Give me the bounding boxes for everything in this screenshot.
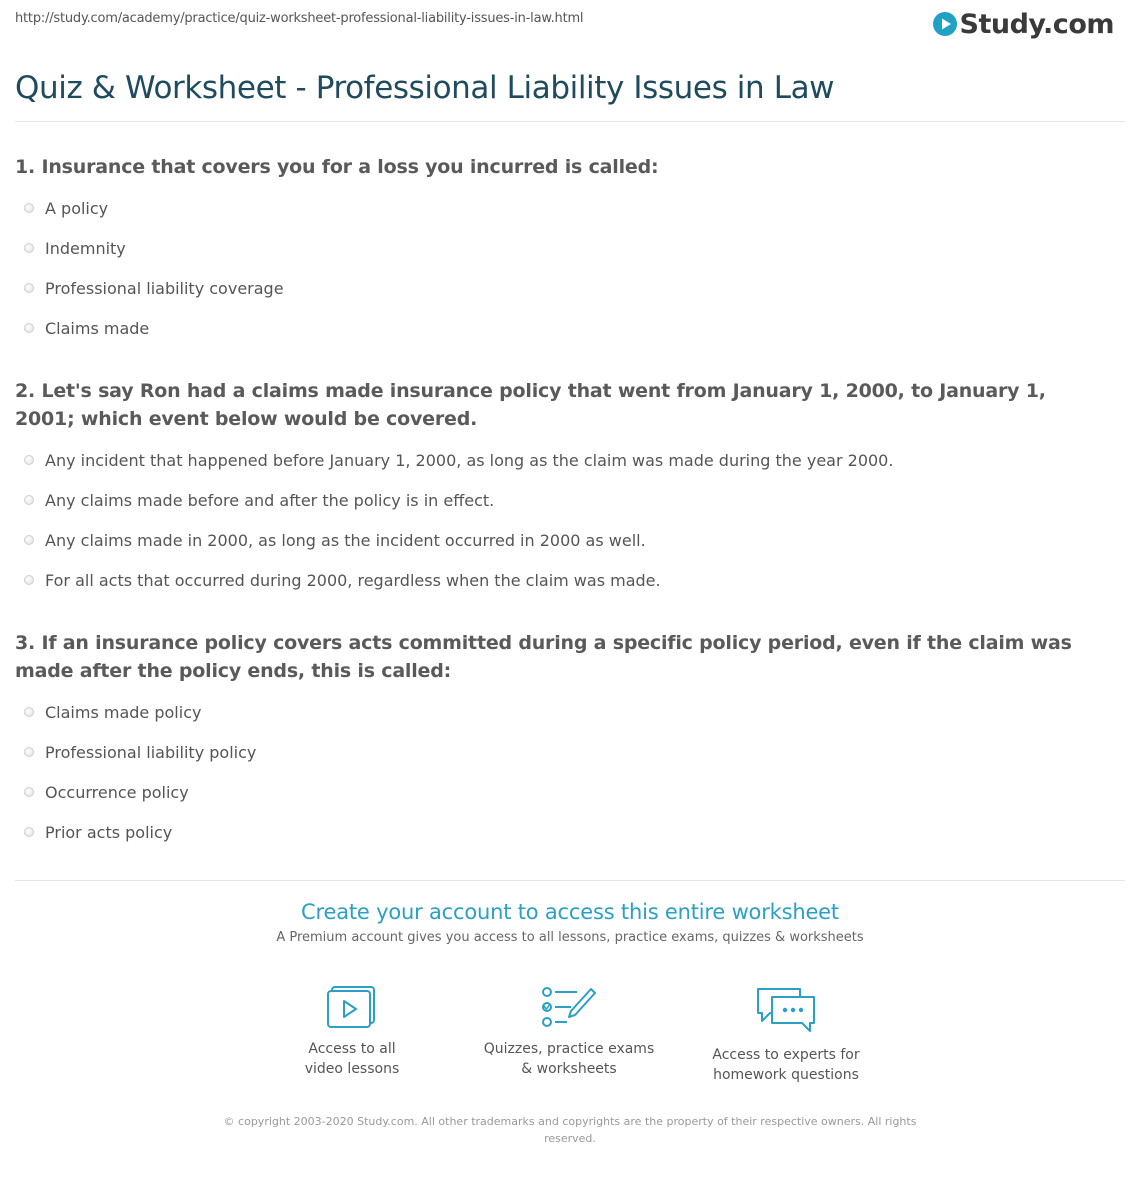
copyright-footer: © copyright 2003-2020 Study.com. All other trademarks and copyrights are the property of their respective owners. All rights reserved. <box>223 1115 917 1145</box>
play-logo-icon <box>933 12 957 36</box>
divider <box>15 880 1125 881</box>
answer-label: Occurrence policy <box>45 782 189 802</box>
radio-icon[interactable] <box>24 575 34 585</box>
answer-option[interactable] <box>15 520 1110 560</box>
answer-label: Prior acts policy <box>45 822 173 842</box>
promo-subtitle: A Premium account gives you access to all lessons, practice exams, quizzes & worksheets <box>276 930 864 945</box>
page-url: http://study.com/academy/practice/quiz-worksheet-professional-liability-issues-in-law.html <box>15 11 584 26</box>
answer-option[interactable] <box>15 480 1110 520</box>
answer-option[interactable] <box>15 188 1110 228</box>
create-account-link[interactable]: Create your account to access this entire worksheet <box>301 900 839 924</box>
video-lesson-icon <box>326 985 378 1029</box>
answer-option[interactable] <box>15 772 1110 812</box>
feature-label: Access to experts for homework questions <box>712 1047 860 1083</box>
radio-icon[interactable] <box>24 747 34 757</box>
quiz-checklist-icon <box>541 985 597 1029</box>
answer-label: Any claims made before and after the policy is in effect. <box>45 490 495 510</box>
question-text: 3. If an insurance policy covers acts committed during a specific policy period, even if the claim was made after the policy ends, this is called: <box>15 632 1072 682</box>
answer-label: Indemnity <box>45 238 126 258</box>
answer-option[interactable] <box>15 560 1110 600</box>
answer-options <box>15 188 1110 348</box>
feature-quizzes <box>469 985 669 1079</box>
radio-icon[interactable] <box>24 535 34 545</box>
feature-label: Quizzes, practice exams & worksheets <box>483 1041 655 1077</box>
chat-bubbles-icon <box>754 985 818 1035</box>
logo-text: Study.com <box>959 8 1114 40</box>
answer-option[interactable] <box>15 732 1110 772</box>
question-text: 2. Let's say Ron had a claims made insurance policy that went from January 1, 2000, to January 1, 2001; which event below would be covered. <box>15 380 1046 430</box>
answer-option[interactable] <box>15 228 1110 268</box>
answer-options <box>15 692 1110 852</box>
question-text: 1. Insurance that covers you for a loss you incurred is called: <box>15 156 659 178</box>
answer-label: Professional liability policy <box>45 742 257 762</box>
radio-icon[interactable] <box>24 323 34 333</box>
answer-option[interactable] <box>15 308 1110 348</box>
divider <box>15 121 1125 122</box>
answer-label: Any claims made in 2000, as long as the incident occurred in 2000 as well. <box>45 530 646 550</box>
page-title: Quiz & Worksheet - Professional Liability Issues in Law <box>15 70 835 106</box>
answer-label: Claims made policy <box>45 702 202 722</box>
radio-icon[interactable] <box>24 495 34 505</box>
answer-label: Claims made <box>45 318 150 338</box>
question-1 <box>15 153 1110 348</box>
study-logo[interactable] <box>933 6 1114 42</box>
answer-label: Professional liability coverage <box>45 278 284 298</box>
radio-icon[interactable] <box>24 283 34 293</box>
radio-icon[interactable] <box>24 203 34 213</box>
radio-icon[interactable] <box>24 707 34 717</box>
answer-label: Any incident that happened before January 1, 2000, as long as the claim was made during the year 2000. <box>45 450 894 470</box>
feature-label: Access to all video lessons <box>304 1041 400 1077</box>
answer-options <box>15 440 1110 600</box>
answer-option[interactable] <box>15 440 1110 480</box>
answer-option[interactable] <box>15 268 1110 308</box>
question-3 <box>15 629 1110 852</box>
radio-icon[interactable] <box>24 243 34 253</box>
question-2 <box>15 377 1110 600</box>
feature-experts <box>686 985 886 1085</box>
answer-label: For all acts that occurred during 2000, regardless when the claim was made. <box>45 570 661 590</box>
radio-icon[interactable] <box>24 827 34 837</box>
answer-option[interactable] <box>15 812 1110 852</box>
answer-option[interactable] <box>15 692 1110 732</box>
answer-label: A policy <box>45 198 109 218</box>
radio-icon[interactable] <box>24 787 34 797</box>
feature-video-lessons <box>252 985 452 1079</box>
promo-section <box>0 900 1140 945</box>
radio-icon[interactable] <box>24 455 34 465</box>
